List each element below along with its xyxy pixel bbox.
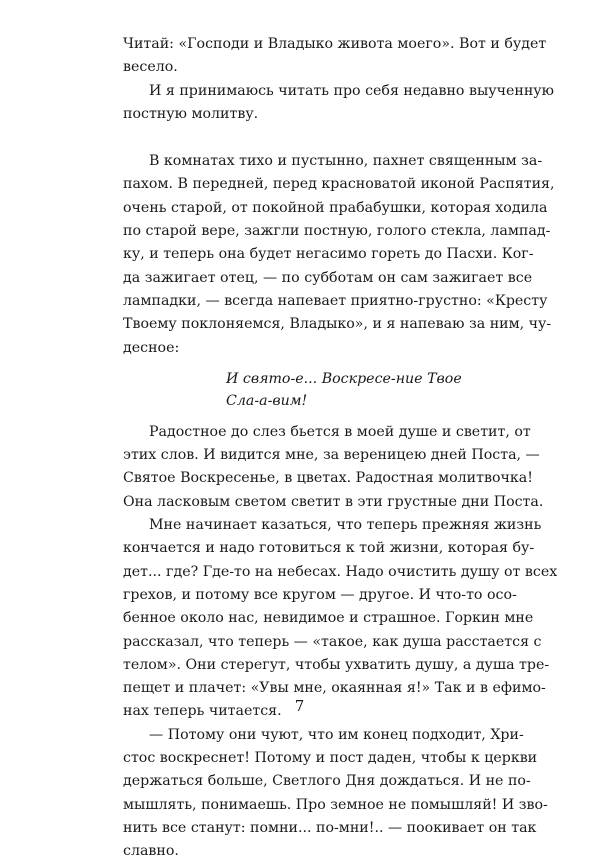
text-line: очень старой, от покойной прабабушки, которая ходила: [123, 199, 548, 216]
text-line: Читай: «Господи и Владыко живота моего». Вот и будет: [123, 36, 547, 52]
text-line: И я принимаюсь читать про себя недавно выученную: [149, 82, 554, 99]
text-line: кончается и надо готовиться к той жизни, которая бу-: [123, 540, 535, 557]
text-line: Радостное до слез бьется в моей душе и светит, от: [149, 423, 531, 440]
text-line: пахом. В передней, перед красноватой иконой Распятия,: [123, 176, 555, 193]
text-line: рассказал, что теперь — «такое, как душа расстается с: [123, 633, 542, 650]
text-line: нить все станут: помни... по-мни!.. — поокивает он так: [123, 819, 537, 836]
poem-line: И свято-е... Воскресе-ние Твое: [226, 370, 462, 387]
text-line: лампадки, — всегда напевает приятно-грустно: «Кресту: [123, 292, 548, 309]
text-line: мышлять, понимаешь. Про земное не помышляй! И зво-: [123, 796, 548, 813]
paragraph-5: [123, 514, 558, 724]
text-line: десное:: [123, 339, 180, 356]
text-line: Твоему поклоняемся, Владыко», и я напеваю за ним, чу-: [123, 316, 552, 333]
text-line: весело.: [123, 59, 178, 76]
text-line: по старой вере, зажгли постную, голого стекла, лампад-: [123, 223, 551, 240]
text-line: Она ласковым светом светит в эти грустные дни Поста.: [123, 493, 544, 510]
text-line: славно.: [123, 843, 179, 860]
paragraph-1: [123, 33, 547, 80]
text-line: Мне начинает казаться, что теперь прежняя жизнь: [149, 517, 542, 534]
text-line: этих слов. И видится мне, за вереницею дней Поста, —: [123, 447, 540, 464]
page-number: 7: [294, 697, 306, 715]
text-line: постную молитву.: [123, 105, 259, 122]
text-line: бенное около нас, невидимое и страшное. Горкин мне: [123, 610, 534, 627]
text-line: пещет и плачет: «Увы мне, окаянная я!» Так и в ефимо-: [123, 680, 546, 697]
paragraph-2: [123, 80, 554, 127]
section-break: [123, 126, 483, 150]
poem-line: Сла-а-вим!: [226, 392, 308, 409]
paragraph-6: [123, 724, 548, 864]
text-line: держаться больше, Светлого Дня дождаться. И не по-: [123, 773, 531, 790]
poem-quote: [226, 368, 483, 412]
text-line: В комнатах тихо и пустынно, пахнет священным за-: [149, 153, 543, 170]
text-line: — Потому они чуют, что им конец подходит, Хри-: [149, 726, 524, 743]
text-line: стос воскреснет! Потому и пост даден, чтобы к церкви: [123, 750, 538, 767]
text-line: да зажигает отец, — по субботам он сам зажигает все: [123, 269, 533, 286]
text-line: грехов, и потому все кругом — другое. И что-то осо-: [123, 586, 517, 603]
page-text: [123, 33, 558, 864]
text-line: дет... где? Где-то на небесах. Надо очистить душу от всех: [123, 563, 558, 580]
text-line: нах теперь читается.: [123, 703, 282, 720]
paragraph-3: [123, 150, 555, 360]
text-line: Святое Воскресенье, в цветах. Радостная молитвочка!: [123, 470, 533, 487]
text-line: телом». Они стерегут, чтобы ухватить душу, а душа тре-: [123, 656, 550, 673]
paragraph-4: [123, 421, 544, 514]
text-line: ку, и теперь она будет негасимо гореть до Пасхи. Ког-: [123, 246, 534, 263]
